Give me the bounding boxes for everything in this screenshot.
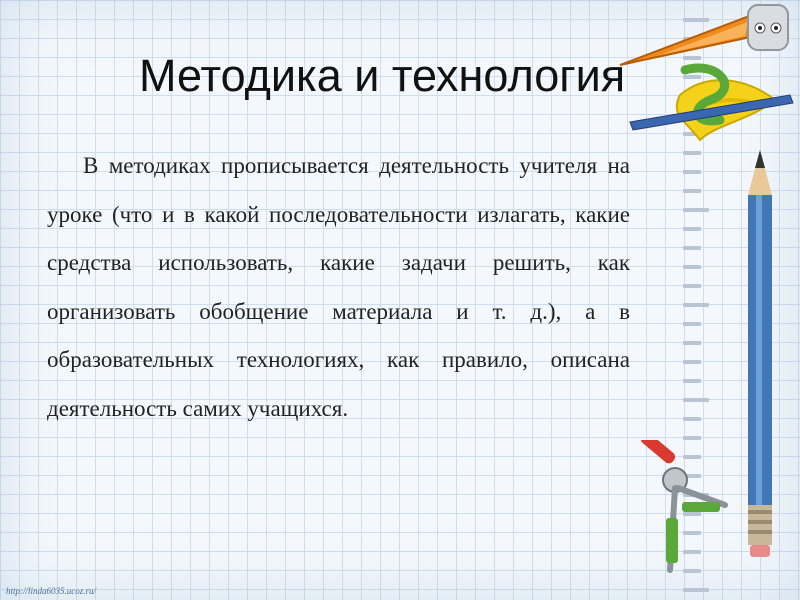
ruler-tick [683,360,701,364]
ruler-tick [683,417,701,421]
ruler-tick [683,208,709,212]
ruler-tick [683,265,701,269]
ruler-tick [683,170,701,174]
ruler-tick [683,379,701,383]
footer-url: http://linda6035.ucoz.ru/ [6,586,96,596]
ruler-tick [683,341,701,345]
pencil-icon [740,150,780,560]
ruler-tick [683,189,701,193]
compass-icon [630,440,740,580]
ruler-tick [683,284,701,288]
slide-body-text: В методиках прописывается деятельность учителя на уроке (что и в какой последовательности излагать, какие средства использовать, какие задачи решить, как организовать обобщение материала и т. д.), а в образовательных технологиях, как правило, описана деятельность самих учащихся. [47,153,630,421]
ruler-tick [683,227,701,231]
ruler-tick [683,322,701,326]
protractor-triangle-icon [600,0,800,150]
ruler-tick [683,246,701,250]
ruler-tick [683,398,709,402]
ruler-tick [683,588,709,592]
ruler-tick [683,303,709,307]
ruler-tick [683,151,701,155]
slide-title: Методика и технология [139,50,626,101]
